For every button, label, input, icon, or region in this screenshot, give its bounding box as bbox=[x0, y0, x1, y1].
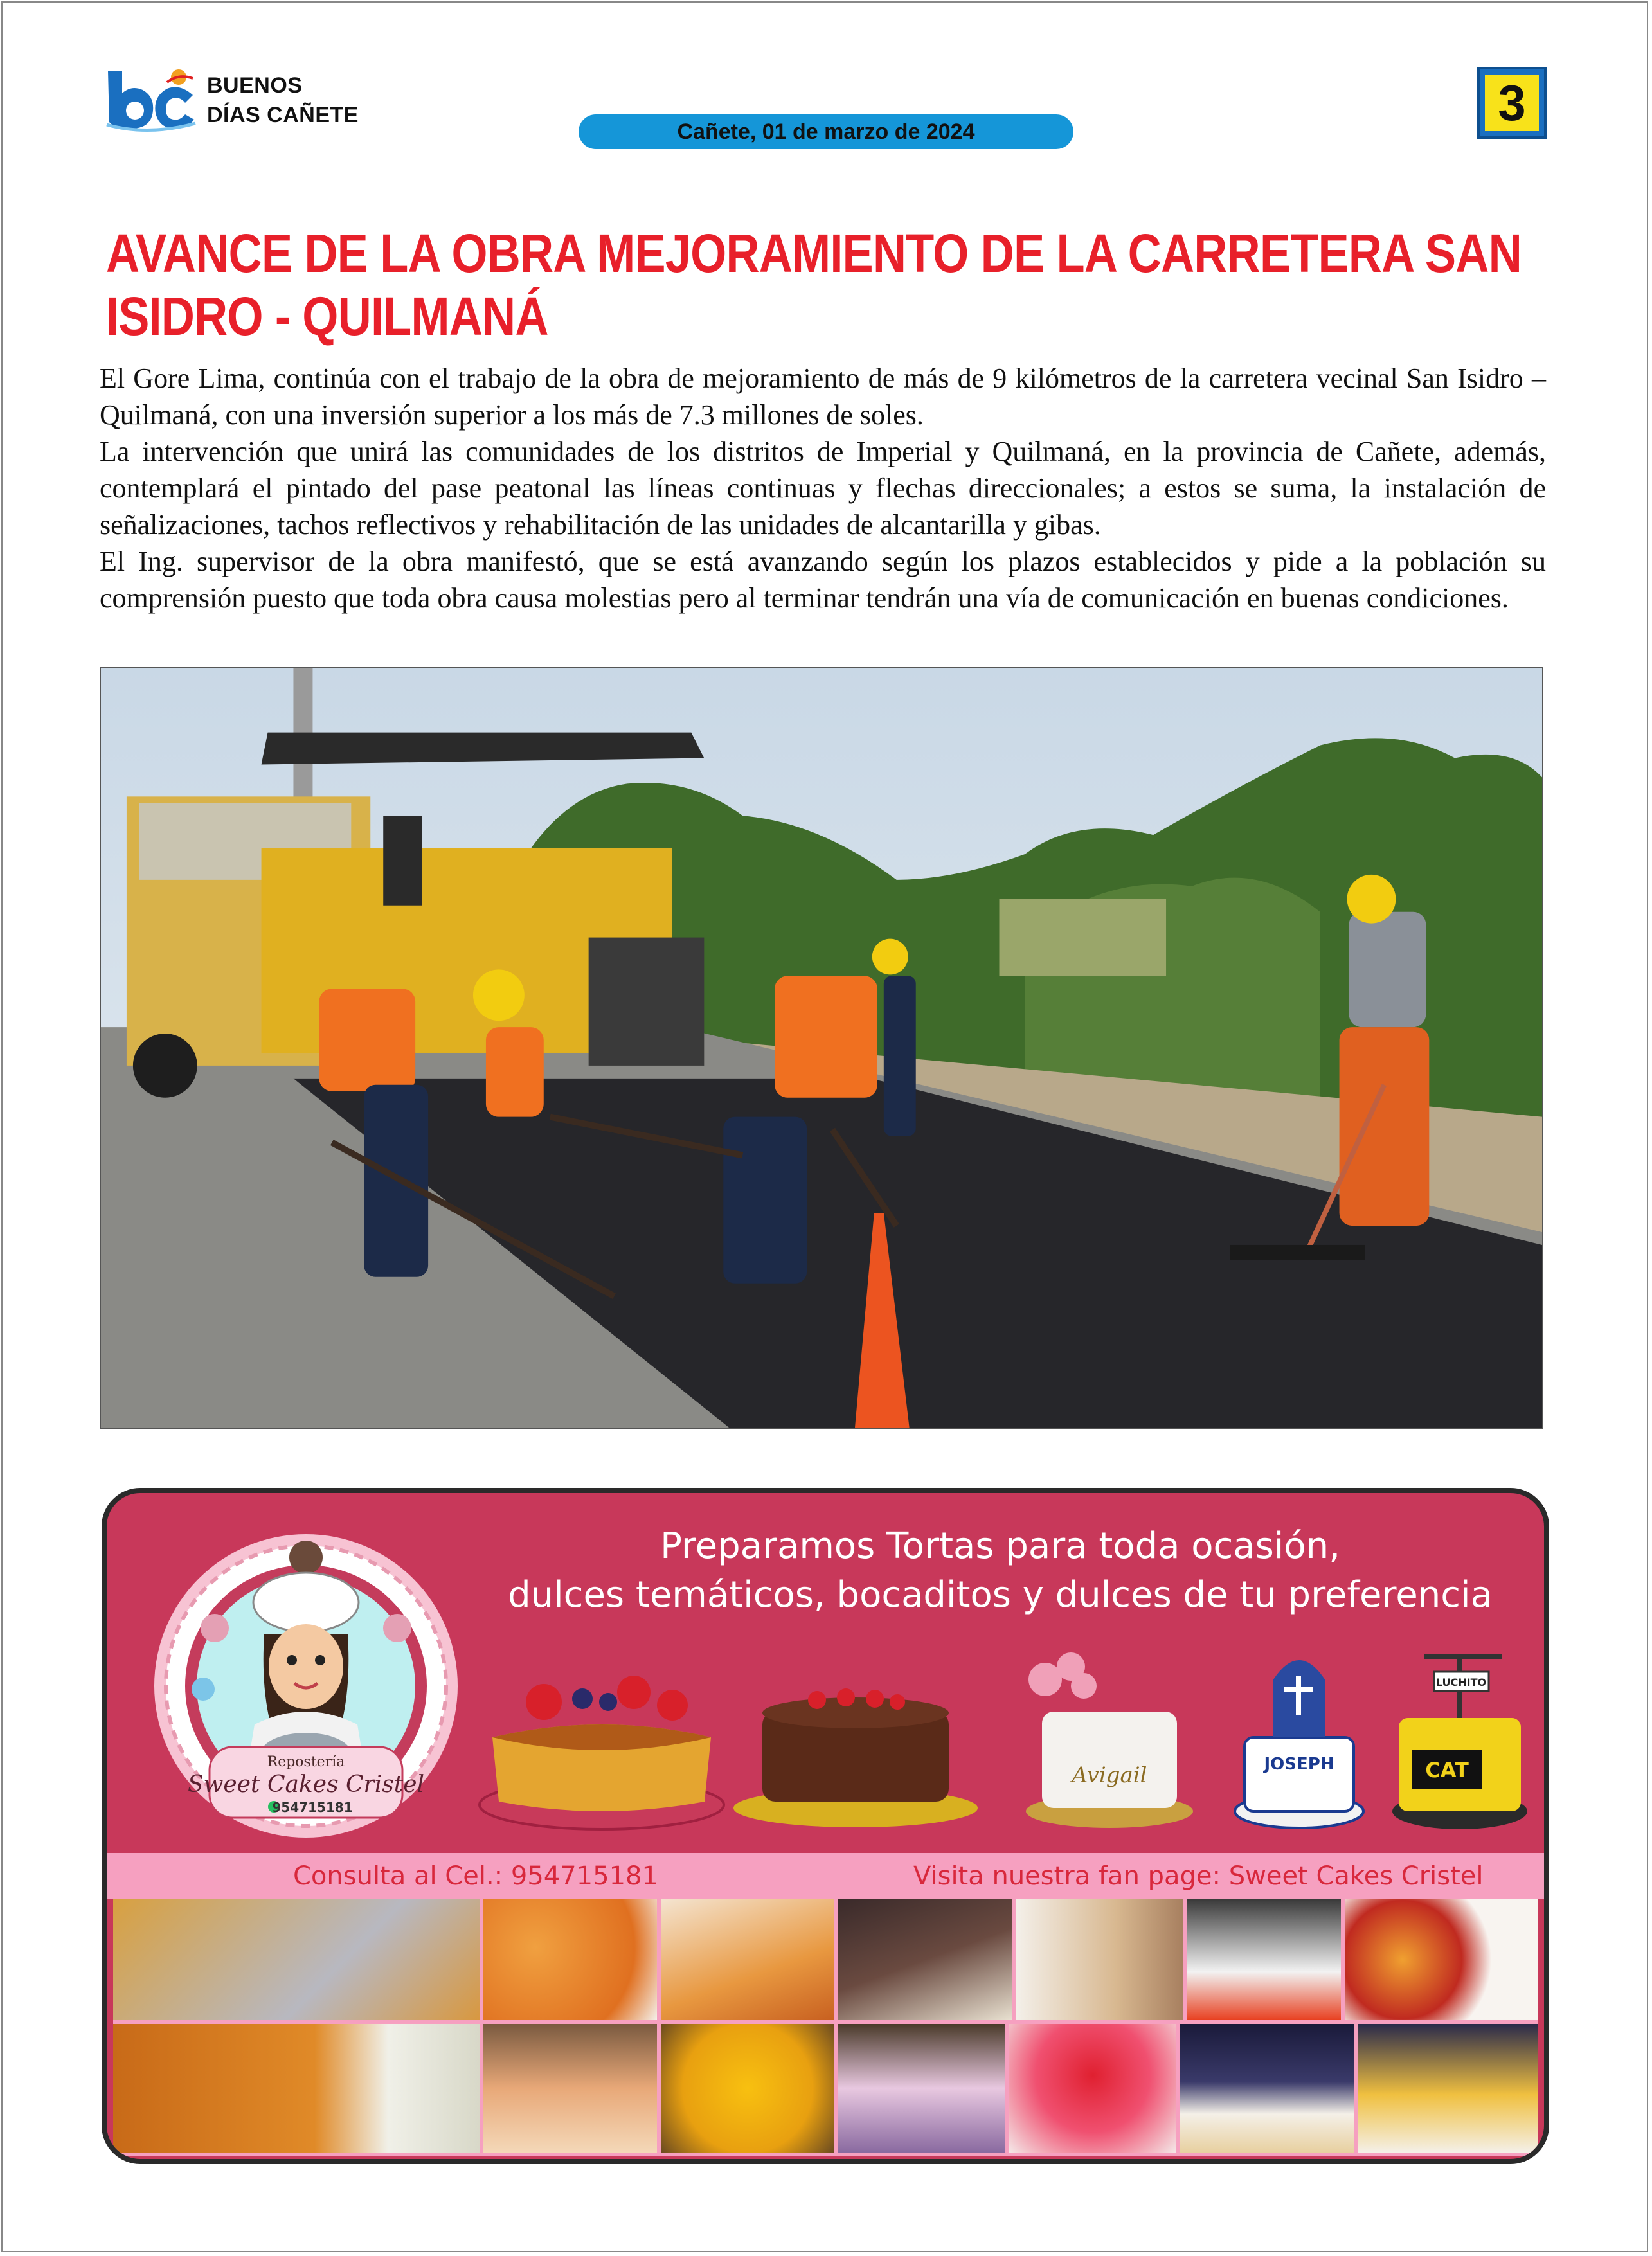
ad-headline-line-1: Preparamos Tortas para toda ocasión, bbox=[660, 1525, 1340, 1567]
badge-reposteria-text: Repostería bbox=[267, 1754, 345, 1770]
sweets-photo-tile bbox=[838, 1899, 1012, 2020]
sweets-photo-tile bbox=[113, 1899, 480, 2020]
badge-brand-text: Sweet Cakes Cristel bbox=[187, 1771, 425, 1798]
sweets-photo-tile bbox=[1187, 1899, 1341, 2020]
brand-line-1: BUENOS bbox=[207, 73, 303, 98]
contact-strip bbox=[107, 1853, 1544, 1899]
sweets-photo-tile bbox=[1009, 2024, 1176, 2153]
article-paragraph-3: El Ing. supervisor de la obra manifestó, que se está avanzando según los plazos establecidos y pide a la población su comprensión puesto que toda obra causa molestias pero al terminar tendrán una vía de comunicación en buenas condiciones. bbox=[100, 546, 1546, 614]
cake-label-cat: CAT bbox=[1425, 1758, 1469, 1782]
sweets-photo-tile bbox=[1180, 2024, 1354, 2153]
sweets-photo-tile bbox=[483, 1899, 657, 2020]
page-number-box bbox=[1477, 67, 1547, 139]
article-body bbox=[100, 360, 1546, 616]
brand-line-2: DÍAS CAÑETE bbox=[207, 103, 359, 127]
page-number: 3 bbox=[1485, 75, 1539, 131]
article-headline: AVANCE DE LA OBRA MEJORAMIENTO DE LA CARRETERA SAN ISIDRO - QUILMANÁ bbox=[106, 223, 1522, 346]
sweets-photo-tile bbox=[1345, 1899, 1538, 2020]
ad-headline bbox=[467, 1522, 1534, 1620]
sweets-photo-tile bbox=[838, 2024, 1005, 2153]
bakery-advertisement bbox=[102, 1488, 1549, 2164]
sweets-photo-tile bbox=[1016, 1899, 1183, 2020]
sweets-photo-grid bbox=[113, 1899, 1538, 2156]
sweet-cakes-cristel-badge bbox=[152, 1532, 460, 1840]
cake-label-joseph: JOSEPH bbox=[1264, 1755, 1334, 1774]
badge-phone-text: 954715181 bbox=[272, 1800, 353, 1815]
sweets-photo-tile bbox=[661, 2024, 834, 2153]
sweets-photo-tile bbox=[113, 2024, 480, 2153]
featured-cakes bbox=[467, 1641, 1534, 1834]
sweets-photo-tile bbox=[661, 1899, 834, 2020]
sweets-photo-tile bbox=[1358, 2024, 1538, 2153]
ad-headline-line-2: dulces temáticos, bocaditos y dulces de tu preferencia bbox=[508, 1574, 1493, 1616]
article-paragraph-2: La intervención que unirá las comunidades de los distritos de Imperial y Quilmaná, en la provincia de Cañete, además, contemplará el pintado del pase peatonal las líneas continuas y flechas direccionales; a estos se suma, la instalación de señalizaciones, tachos reflectivos y rehabilitación de las unidades de alcantarilla y gibas. bbox=[100, 436, 1546, 541]
fan-page-text: Visita nuestra fan page: Sweet Cakes Cristel bbox=[913, 1861, 1484, 1891]
road-works-photo bbox=[100, 667, 1543, 1429]
cake-label-avigail: Avigail bbox=[1072, 1762, 1147, 1788]
buenos-dias-canete-logo bbox=[103, 64, 199, 135]
sweets-photo-tile bbox=[483, 2024, 657, 2153]
date-pill: Cañete, 01 de marzo de 2024 bbox=[579, 114, 1073, 149]
cake-label-luchito: LUCHITO bbox=[1435, 1676, 1487, 1688]
contact-phone: Consulta al Cel.: 954715181 bbox=[293, 1861, 658, 1891]
brand-name bbox=[207, 71, 359, 130]
article-paragraph-1: El Gore Lima, continúa con el trabajo de la obra de mejoramiento de más de 9 kilómetros de la carretera vecinal San Isidro – Quilmaná, con una inversión superior a los más de 7.3 millones de soles. bbox=[100, 363, 1546, 431]
